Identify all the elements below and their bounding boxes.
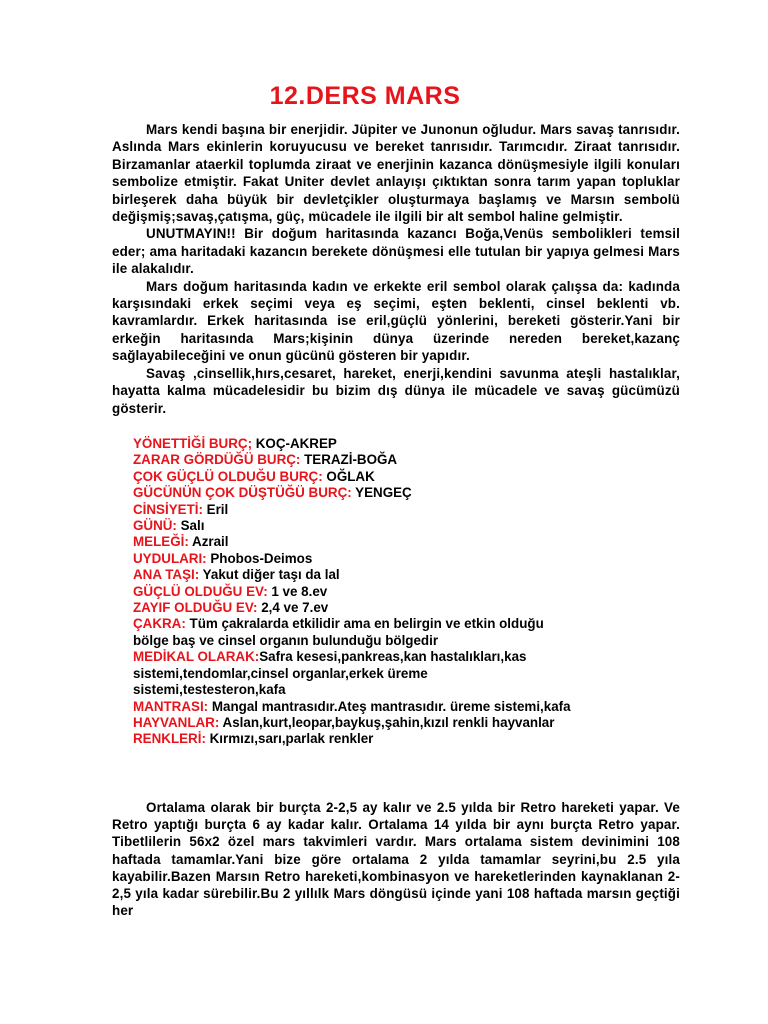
property-label: RENKLERİ: (133, 731, 206, 747)
property-item (133, 518, 573, 534)
property-value: Kırmızı,sarı,parlak renkler (205, 731, 374, 747)
property-item (133, 469, 573, 485)
property-label: MANTRASI: (133, 698, 209, 714)
paragraph: Savaş ,cinsellik,hırs,cesaret, hareket, enerji,kendini savunma ateşli hastalıklar, hayatta kalma mücadelesidir bu bizim dış dünya ile mücadele ve savaş gücümüzü gösterir. (112, 365, 680, 416)
property-value: Phobos-Deimos (206, 550, 313, 566)
property-item (133, 616, 573, 649)
property-item (133, 452, 573, 468)
property-value: Salı (176, 518, 205, 534)
property-item (133, 502, 573, 518)
property-label: GÜNÜ: (133, 518, 177, 534)
property-item (133, 567, 573, 583)
property-value: TERAZİ-BOĞA (300, 452, 398, 468)
property-item (133, 600, 573, 616)
closing-section (112, 799, 680, 919)
property-value: Eril (202, 501, 229, 517)
property-value: YENGEÇ (351, 485, 412, 501)
paragraph: Mars doğum haritasında kadın ve erkekte eril sembol olarak çalışsa da: kadında karşısındaki erkek seçimi veya eş seçimi, eşten beklenti, cinsel beklenti vb. kavramlardır. Erkek haritasında ise eril,güçlü yönlerini, bereketi gösterir.Yani bir erkeğin haritasında Mars;kişinin dünya üzerinde nereden bereket,kazanç sağlayabileceğini ve onun gücünü gösteren bir yapıdır. (112, 278, 680, 364)
property-value: Tüm çakralarda etkilidir ama en belirgin ve etkin olduğu bölge baş ve cinsel organın bulunduğu bölgedir (133, 616, 544, 648)
property-label: CİNSİYETİ: (133, 501, 203, 517)
property-item (133, 584, 573, 600)
property-item (133, 534, 573, 550)
property-label: UYDULARI: (133, 550, 207, 566)
property-value: 1 ve 8.ev (267, 583, 328, 599)
property-value: Azrail (188, 534, 229, 550)
property-item (133, 551, 573, 567)
property-label: ÇAKRA: (133, 616, 186, 632)
property-item (133, 715, 573, 731)
property-item (133, 731, 573, 747)
paragraph: Mars kendi başına bir enerjidir. Jüpiter ve Junonun oğludur. Mars savaş tanrısıdır. Aslında Mars ekinlerin koruyucusu ve bereket tanrısıdır. Tarımcıdır. Ziraat tanrısıdır. Birzamanlar ataerkil toplumda ziraat ve enerjinin kazanca dönüşmesiyle ilgili konuları sembolize etmiştir. Fakat Uniter devlet anlayışı çıktıktan sonra tarım yapan topluklar birleşerek daha büyük bir devletçikler oluşturmaya başlamış ve Marsın sembolü değişmiş;savaş,çatışma, güç, mücadele ile ilgili bir alt sembol haline gelmiştir. (112, 122, 680, 225)
property-label: GÜÇLÜ OLDUĞU EV: (133, 583, 268, 599)
property-label: ZAYIF OLDUĞU EV: (133, 600, 258, 616)
page-title: 12.DERS MARS (269, 82, 461, 110)
property-value: Yakut diğer taşı da lal (199, 567, 340, 583)
property-value: KOÇ-AKREP (252, 436, 337, 451)
property-item (133, 699, 573, 715)
property-label: MELEĞİ: (133, 534, 189, 550)
property-item (133, 649, 573, 698)
property-value: Safra kesesi,pankreas,kan hastalıkları,kas sistemi,tendomlar,cinsel organlar,erkek üreme sistemi,testesteron,kafa (133, 649, 527, 698)
property-label: HAYVANLAR: (133, 714, 220, 730)
property-label: GÜCÜNÜN ÇOK DÜŞTÜĞÜ BURÇ: (133, 485, 352, 501)
property-value: Mangal mantrasıdır.Ateş mantrasıdır. üreme sistemi,kafa (208, 698, 571, 714)
intro-section (112, 121, 680, 417)
paragraph: UNUTMAYIN!! Bir doğum haritasında kazancı Boğa,Venüs sembolikleri temsil eder; ama haritadaki kazancın berekete dönüşmesi elle tutulan bir yapıya gelmesi Mars ile alakalıdır. (112, 226, 680, 277)
property-label: ANA TAŞI: (133, 567, 200, 583)
properties-list (133, 436, 573, 748)
property-value: Aslan,kurt,leopar,baykuş,şahin,kızıl renkli hayvanlar (219, 714, 555, 730)
property-value: 2,4 ve 7.ev (257, 600, 329, 616)
property-item (133, 436, 573, 452)
property-value: OĞLAK (322, 468, 375, 484)
property-label: MEDİKAL OLARAK: (133, 649, 260, 665)
property-item (133, 485, 573, 501)
paragraph: Ortalama olarak bir burçta 2-2,5 ay kalır ve 2.5 yılda bir Retro hareketi yapar. Ve Retro yaptığı burçta 6 ay kadar kalır. Ortalama 14 yılda bir aynı burçta Retro yapar. Tibetlilerin 56x2 özel mars takvimleri vardır. Mars ortalama sistem devinimini 108 haftada tamamlar.Yani bize göre ortalama 2 yılda tamamlar seyrini,bu 2.5 yıla kayabilir.Bazen Marsın Retro hareketi,kombinasyon ve hareketlerinden kaynaklanan 2-2,5 yıla kadar sürebilir.Bu 2 yıllılk Mars döngüsü içinde yani 108 haftada marsın geçtiği her (112, 800, 680, 919)
property-label: YÖNETTİĞİ BURÇ; (133, 436, 253, 451)
property-label: ÇOK GÜÇLÜ OLDUĞU BURÇ: (133, 468, 323, 484)
property-label: ZARAR GÖRDÜĞÜ BURÇ: (133, 452, 301, 468)
